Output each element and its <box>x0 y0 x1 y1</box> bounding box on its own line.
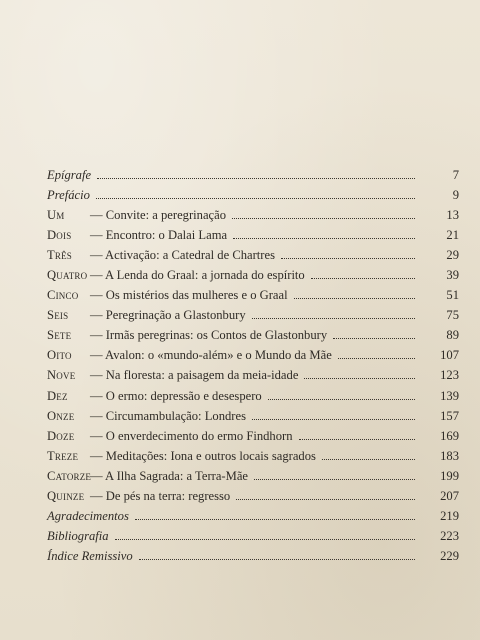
toc-chapter-label: Nove <box>47 368 76 383</box>
toc-entry <box>47 345 459 365</box>
toc-page-number: 13 <box>446 208 459 223</box>
toc-entry <box>47 386 459 406</box>
toc-page-number: 199 <box>440 468 459 483</box>
table-of-contents <box>47 165 459 566</box>
toc-dot-leader <box>135 519 415 520</box>
toc-chapter-label: Doze <box>47 428 75 443</box>
toc-chapter-title: — O enverdecimento do ermo Findhorn <box>90 428 293 443</box>
toc-chapter-title: — O ermo: depressão e desespero <box>90 388 262 403</box>
toc-chapter-label: Quatro <box>47 268 88 283</box>
toc-chapter-label: Índice Remissivo <box>47 548 133 563</box>
toc-page-number: 89 <box>446 328 459 343</box>
toc-chapter-label: Treze <box>47 448 79 463</box>
toc-chapter-title: — Convite: a peregrinação <box>90 208 227 223</box>
toc-dot-leader <box>233 238 415 239</box>
toc-page-number: 29 <box>446 248 459 263</box>
toc-chapter-title: — Meditações: Iona e outros locais sagrados <box>90 448 316 463</box>
toc-page-number: 207 <box>440 488 459 503</box>
toc-chapter-label: Sete <box>47 328 72 343</box>
toc-page-number: 21 <box>446 228 459 243</box>
toc-dot-leader <box>338 358 415 359</box>
toc-chapter-title: — Avalon: o «mundo-além» e o Mundo da Mãe <box>90 348 332 363</box>
toc-chapter-title: — A Lenda do Graal: a jornada do espírito <box>90 268 305 283</box>
toc-entry <box>47 466 459 486</box>
toc-chapter-label: Seis <box>47 308 69 323</box>
toc-chapter-title: — Encontro: o Dalai Lama <box>90 228 228 243</box>
toc-dot-leader <box>304 378 415 379</box>
toc-dot-leader <box>322 459 415 460</box>
toc-dot-leader <box>299 439 415 440</box>
toc-chapter-label: Catorze <box>47 468 92 483</box>
toc-chapter-title: — A Ilha Sagrada: a Terra-Mãe <box>90 468 248 483</box>
toc-entry <box>47 365 459 385</box>
toc-page-number: 107 <box>440 348 459 363</box>
toc-chapter-label: Dois <box>47 228 72 243</box>
toc-chapter-title: — Peregrinação a Glastonbury <box>90 308 246 323</box>
toc-entry <box>47 325 459 345</box>
toc-chapter-label: Oito <box>47 348 72 363</box>
toc-entry <box>47 205 459 225</box>
toc-page-number: 157 <box>440 408 459 423</box>
toc-dot-leader <box>97 178 415 179</box>
toc-entry <box>47 185 459 205</box>
toc-dot-leader <box>294 298 415 299</box>
toc-chapter-title: — Circumambulação: Londres <box>90 408 246 423</box>
toc-page-number: 39 <box>446 268 459 283</box>
toc-chapter-label: Três <box>47 248 72 263</box>
toc-dot-leader <box>139 559 415 560</box>
toc-entry <box>47 446 459 466</box>
toc-entry <box>47 526 459 546</box>
toc-entry <box>47 305 459 325</box>
toc-dot-leader <box>252 318 415 319</box>
toc-entry <box>47 406 459 426</box>
toc-dot-leader <box>115 539 415 540</box>
toc-chapter-label: Prefácio <box>47 188 90 203</box>
toc-chapter-title: — Na floresta: a paisagem da meia-idade <box>90 368 299 383</box>
toc-chapter-label: Quinze <box>47 488 85 503</box>
toc-page-number: 139 <box>440 388 459 403</box>
toc-chapter-title: — Irmãs peregrinas: os Contos de Glastonbury <box>90 328 328 343</box>
toc-chapter-title: — Activação: a Catedral de Chartres <box>90 248 275 263</box>
toc-page-number: 169 <box>440 428 459 443</box>
toc-entry <box>47 506 459 526</box>
toc-page-number: 219 <box>440 508 459 523</box>
toc-dot-leader <box>236 499 415 500</box>
toc-page-number: 229 <box>440 548 459 563</box>
toc-chapter-title: — Os mistérios das mulheres e o Graal <box>90 288 288 303</box>
toc-entry <box>47 426 459 446</box>
toc-entry <box>47 546 459 566</box>
toc-page-number: 7 <box>452 168 459 182</box>
toc-page-number: 123 <box>440 368 459 383</box>
toc-entry <box>47 285 459 305</box>
toc-page-number: 9 <box>452 188 459 203</box>
toc-dot-leader <box>96 198 415 199</box>
toc-dot-leader <box>311 278 415 279</box>
toc-entry <box>47 245 459 265</box>
toc-chapter-label: Agradecimentos <box>47 508 129 523</box>
toc-page-number: 183 <box>440 448 459 463</box>
toc-dot-leader <box>333 338 415 339</box>
toc-dot-leader <box>252 419 415 420</box>
toc-chapter-label: Onze <box>47 408 75 423</box>
toc-chapter-label: Bibliografia <box>47 528 109 543</box>
toc-entry <box>47 486 459 506</box>
toc-chapter-label: Cinco <box>47 288 79 303</box>
toc-entry <box>47 225 459 245</box>
toc-dot-leader <box>232 218 415 219</box>
toc-page-number: 51 <box>446 288 459 303</box>
toc-page-number: 223 <box>440 528 459 543</box>
toc-chapter-label: Dez <box>47 388 68 403</box>
toc-dot-leader <box>268 399 415 400</box>
toc-entry <box>47 265 459 285</box>
toc-chapter-label: Epígrafe <box>47 168 92 182</box>
toc-chapter-title: — De pés na terra: regresso <box>90 488 231 503</box>
toc-dot-leader <box>254 479 415 480</box>
toc-chapter-label: Um <box>47 208 65 223</box>
toc-dot-leader <box>281 258 415 259</box>
toc-entry <box>47 165 459 185</box>
toc-page-number: 75 <box>446 308 459 323</box>
